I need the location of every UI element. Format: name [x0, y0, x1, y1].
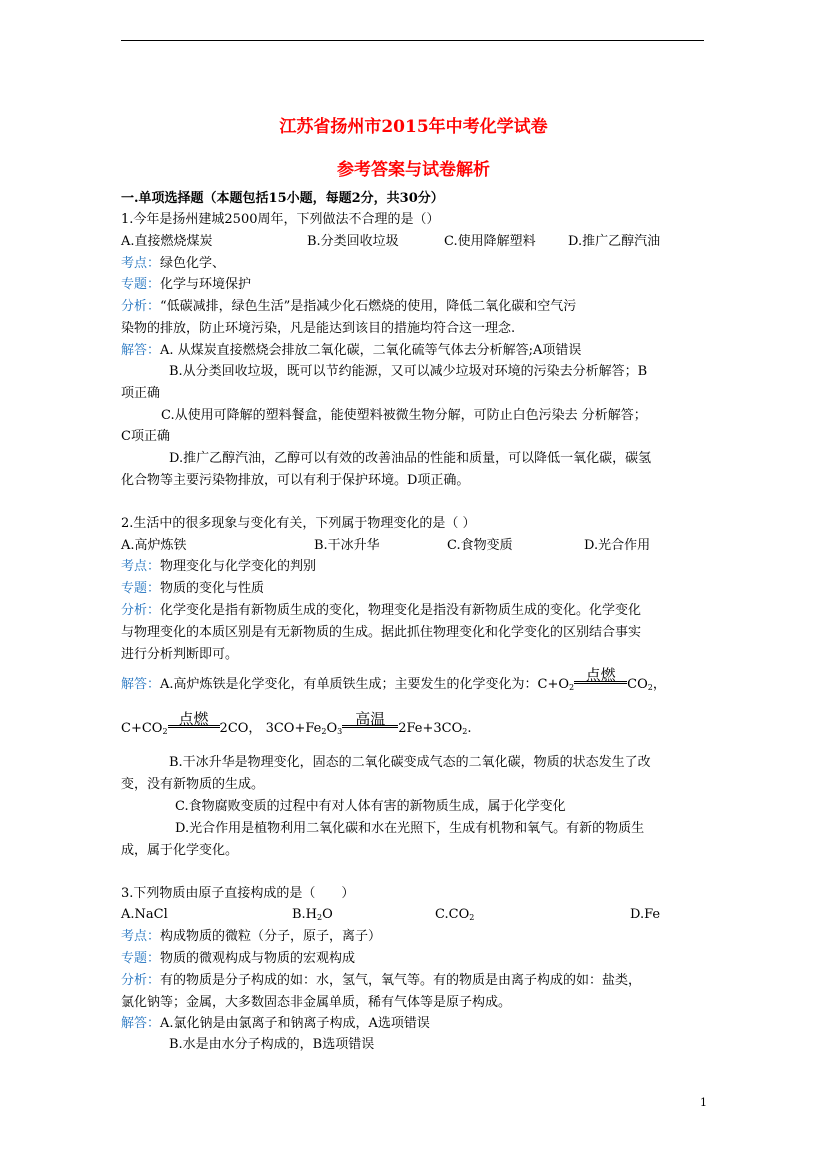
q2-jieda-d1: D.光合作用是植物利用二氧化碳和水在光照下，生成有机物和氧气。有新的物质生: [175, 821, 645, 836]
kaodian-label: 考点：: [121, 256, 161, 271]
reaction-condition: 点燃: [585, 666, 616, 684]
q2-fenxi: [121, 603, 641, 619]
equation3-left: 3CO+Fe: [265, 721, 322, 736]
zhuanti-label: 专题：: [121, 581, 161, 596]
q2-fenxi-line1: 化学变化是指有新物质生成的变化，物理变化是指没有新物质生成的变化。化学变化: [160, 603, 642, 618]
subscript: 2: [321, 727, 327, 736]
q2-jieda-d2: 成，属于化学变化。: [121, 843, 239, 858]
page-subtitle: 参考答案与试卷解析: [337, 160, 490, 180]
q3-zhuanti-text: 物质的微观构成与物质的宏观构成: [160, 951, 356, 966]
reaction-condition: 高温: [355, 710, 386, 728]
q2-equations: $C+CO_2$ 点燃 2CO， $3CO+Fe_2O_3$ 高温 $2Fe+3CO_2$.: [121, 710, 472, 736]
header-rule: [121, 40, 704, 41]
q1-fenxi-line2: 染物的排放，防止环境污染，凡是能达到该目的措施均符合这一理念.: [121, 321, 516, 336]
q1-option-a: A.直接燃烧煤炭: [121, 234, 213, 249]
q3-zhuanti: [121, 951, 355, 967]
jieda-label: 解答：: [121, 1016, 161, 1031]
q2-jieda-b1: B.干冰升华是物理变化，固态的二氧化碳变成气态的二氧化碳，物质的状态发生了改: [169, 755, 651, 770]
section-heading: 一.单项选择题（本题包括15小题，每题2分，共30分）: [121, 191, 444, 206]
q2-jieda-c: C.食物腐败变质的过程中有对人体有害的新物质生成，属于化学变化: [175, 799, 566, 814]
reaction-arrow: [342, 710, 398, 737]
page-number: 1: [700, 1096, 707, 1109]
q3-fenxi: [121, 973, 641, 989]
q1-option-d: D.推广乙醇汽油: [568, 234, 661, 249]
product: CO: [627, 677, 648, 692]
reaction-condition: 点燃: [178, 710, 209, 728]
page-title: 江苏省扬州市2015年中考化学试卷: [279, 117, 548, 137]
q1-zhuanti-text: 化学与环境保护: [160, 277, 252, 292]
subscript: 2: [162, 727, 168, 736]
q2-kaodian-text: 物理变化与化学变化的判别: [160, 559, 317, 574]
q1-fenxi-line1: “低碳减排，绿色生活”是指减少化石燃烧的使用，降低二氧化碳和空气污: [160, 299, 577, 314]
reaction-arrow: [168, 710, 220, 737]
q1-stem: 1.今年是扬州建城2500周年，下列做法不合理的是（）: [121, 212, 440, 227]
q3-stem: 3.下列物质由原子直接构成的是（ ）: [121, 886, 355, 901]
q3-jieda: [121, 1016, 430, 1032]
q1-jieda-d2: 化合物等主要污染物排放，可以有利于保护环境。D项正确。: [121, 473, 470, 488]
equation2-left: C+CO: [121, 721, 163, 736]
q1-kaodian: [121, 256, 225, 272]
fenxi-label: 分析：: [121, 603, 161, 618]
q3-jieda-b: B.水是由水分子构成的，B选项错误: [169, 1037, 375, 1052]
equation3-right: 2Fe+3CO: [398, 721, 463, 736]
kaodian-label: 考点：: [121, 929, 161, 944]
zhuanti-label: 专题：: [121, 951, 161, 966]
subscript: 2: [569, 683, 575, 692]
q3-kaodian-text: 构成物质的微粒（分子，原子，离子）: [160, 929, 382, 944]
q2-option-b: B.干冰升华: [314, 538, 380, 553]
q2-jieda: [121, 666, 666, 693]
q1-fenxi: [121, 299, 576, 315]
q2-option-a: A.高炉炼铁: [121, 538, 187, 553]
q3-option-d: D.Fe: [630, 907, 661, 922]
equation2-right: 2CO，: [219, 721, 262, 736]
jieda-label: 解答：: [121, 677, 161, 692]
q3-option-a: A.NaCl: [121, 907, 168, 922]
q1-jieda-d1: D.推广乙醇汽油，乙醇可以有效的改善油品的性能和质量，可以降低一氧化碳，碳氢: [169, 451, 652, 466]
q2-option-c: C.食物变质: [447, 538, 513, 553]
q3-option-b: $B.H_2O$: [292, 907, 333, 922]
fenxi-label: 分析：: [121, 299, 161, 314]
q2-fenxi-line2: 与物理变化的本质区别是有无新物质的生成。据此抓住物理变化和化学变化的区别结合事实: [121, 625, 642, 640]
subscript: 2: [462, 727, 468, 736]
q2-stem: 2.生活中的很多现象与变化有关，下列属于物理变化的是（ ）: [121, 516, 476, 531]
subscript: 3: [337, 727, 343, 736]
q1-zhuanti: [121, 277, 251, 293]
q2-zhuanti-text: 物质的变化与性质: [160, 581, 265, 596]
q1-jieda-c2: C项正确: [121, 429, 170, 444]
q3-jieda-a: A.氯化钠是由氯离子和钠离子构成，A选项错误: [160, 1016, 430, 1031]
q2-fenxi-line3: 进行分析判断即可。: [121, 647, 239, 662]
q3-fenxi-line1: 有的物质是分子构成的如：水，氢气，氧气等。有的物质是由离子构成的如：盐类，: [160, 973, 642, 988]
q3-fenxi-line2: 氯化钠等；金属，大多数固态非金属单质，稀有气体等是原子构成。: [121, 995, 512, 1010]
q1-jieda-b2: 项正确: [121, 386, 161, 401]
q2-jieda-a: A.高炉炼铁是化学变化，有单质铁生成；主要发生的化学变化为：C+O: [160, 677, 570, 692]
kaodian-label: 考点：: [121, 559, 161, 574]
q1-jieda-b1: B.从分类回收垃圾，既可以节约能源，又可以减少垃圾对环境的污染去分析解答；B: [169, 364, 648, 379]
punctuation: ，: [652, 677, 666, 692]
q1-option-b: B.分类回收垃圾: [307, 234, 399, 249]
fenxi-label: 分析：: [121, 973, 161, 988]
q2-kaodian: [121, 559, 316, 575]
subscript: 2: [647, 683, 653, 692]
q2-option-d: D.光合作用: [584, 538, 651, 553]
q2-zhuanti: [121, 581, 264, 597]
q1-jieda-c1: C.从使用可降解的塑料餐盒，能使塑料被微生物分解，可防止白色污染去 分析解答；: [161, 408, 647, 423]
q3-option-c: $C.CO_2$: [435, 907, 475, 922]
q1-kaodian-text: 绿色化学、: [160, 256, 226, 271]
jieda-label: 解答：: [121, 343, 161, 358]
reaction-arrow: [574, 666, 627, 693]
q2-jieda-b2: 变，没有新物质的生成。: [121, 777, 265, 792]
q1-option-c: C.使用降解塑料: [444, 234, 536, 249]
q1-jieda: [121, 343, 581, 359]
q3-kaodian: [121, 929, 381, 945]
q1-jieda-a: A. 从煤炭直接燃烧会排放二氧化碳，二氧化硫等气体去分析解答;A项错误: [160, 343, 582, 358]
zhuanti-label: 专题：: [121, 277, 161, 292]
